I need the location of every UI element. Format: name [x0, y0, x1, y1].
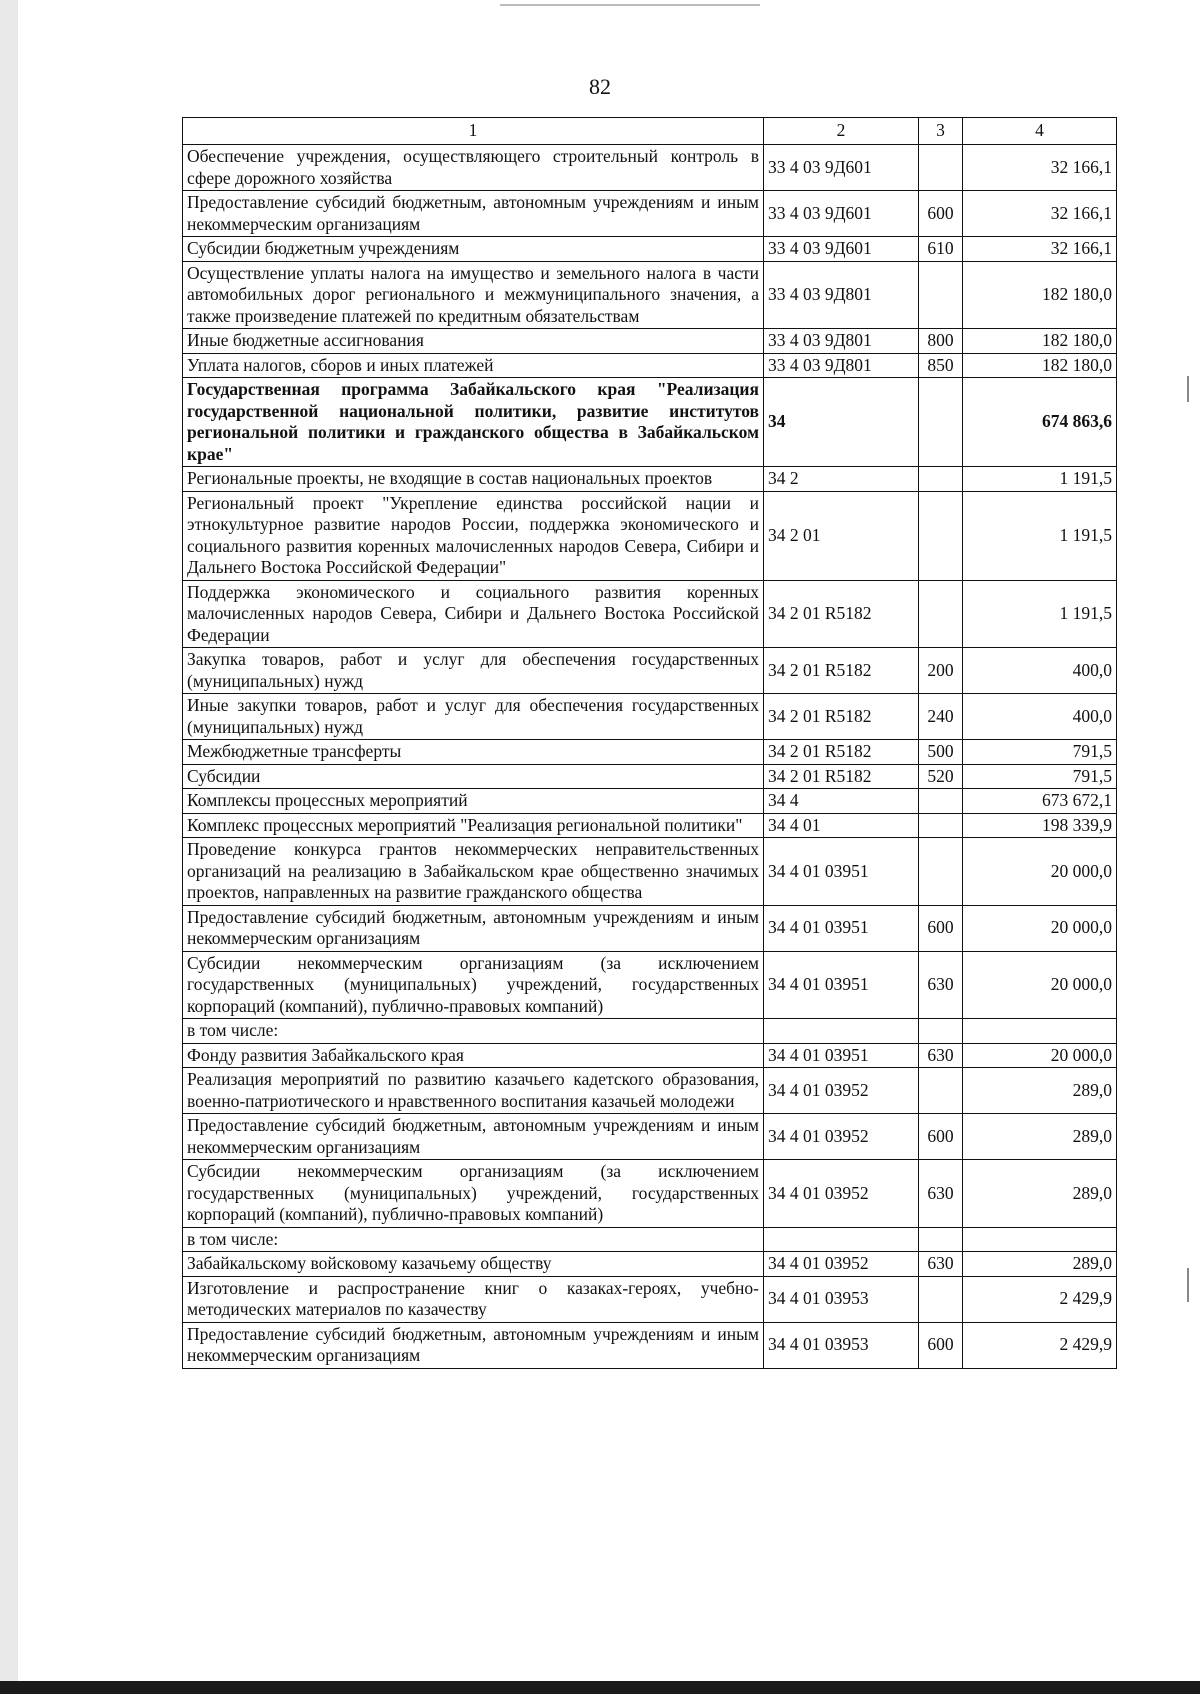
scan-top-mark: [500, 4, 760, 6]
table-row: [183, 1276, 1117, 1322]
row-name-cell: Изготовление и распространение книг о казаках-героях, учебно-методических материалов по казачеству: [183, 1276, 764, 1322]
row-amount-cell: 1 191,5: [963, 491, 1117, 580]
row-name-cell: Проведение конкурса грантов некоммерческих неправительственных организаций на реализацию в Забайкальском крае общественно значимых проектов, направленных на развитие гражданского общества: [183, 838, 764, 906]
row-code-cell: 34 4 01 03952: [764, 1114, 919, 1160]
table-row: [183, 1322, 1117, 1368]
row-amount-cell: 791,5: [963, 740, 1117, 765]
table-row: [183, 905, 1117, 951]
row-name-cell: Государственная программа Забайкальского края "Реализация государственной национальной политики, развитие институтов региональной политики и гражданского общества в Забайкальском крае": [183, 378, 764, 467]
row-name-cell: Субсидии: [183, 764, 764, 789]
row-expense-type-cell: [919, 838, 963, 906]
table-row: [183, 1068, 1117, 1114]
table-row: [183, 353, 1117, 378]
row-expense-type-cell: [919, 491, 963, 580]
table-row: [183, 789, 1117, 814]
row-name-cell: Фонду развития Забайкальского края: [183, 1043, 764, 1068]
row-expense-type-cell: 520: [919, 764, 963, 789]
row-amount-cell: 289,0: [963, 1252, 1117, 1277]
scan-side-mark: [1187, 376, 1189, 402]
row-amount-cell: [963, 1019, 1117, 1044]
row-amount-cell: 182 180,0: [963, 261, 1117, 329]
row-name-cell: Субсидии некоммерческим организациям (за исключением государственных (муниципальных) учреждений, государственных корпораций (компаний), публично-правовых компаний): [183, 951, 764, 1019]
column-header-4: 4: [963, 118, 1117, 145]
row-amount-cell: 2 429,9: [963, 1322, 1117, 1368]
row-expense-type-cell: [919, 378, 963, 467]
row-code-cell: 34 2: [764, 467, 919, 492]
row-code-cell: 34 4 01 03952: [764, 1160, 919, 1228]
row-expense-type-cell: [919, 580, 963, 648]
table-row: [183, 191, 1117, 237]
row-name-cell: Региональные проекты, не входящие в состав национальных проектов: [183, 467, 764, 492]
row-amount-cell: 20 000,0: [963, 905, 1117, 951]
table-row: [183, 648, 1117, 694]
row-expense-type-cell: [919, 261, 963, 329]
row-code-cell: 34 2 01 R5182: [764, 648, 919, 694]
row-code-cell: 34 4 01 03953: [764, 1322, 919, 1368]
row-expense-type-cell: 240: [919, 694, 963, 740]
row-expense-type-cell: 200: [919, 648, 963, 694]
table-row: [183, 491, 1117, 580]
row-name-cell: Предоставление субсидий бюджетным, автономным учреждениям и иным некоммерческим организациям: [183, 191, 764, 237]
row-amount-cell: 182 180,0: [963, 353, 1117, 378]
row-code-cell: 34 4 01 03951: [764, 905, 919, 951]
row-amount-cell: 20 000,0: [963, 1043, 1117, 1068]
scan-bottom-edge: [0, 1681, 1200, 1694]
table-row: [183, 329, 1117, 354]
scan-left-shadow: [0, 0, 18, 1694]
row-code-cell: [764, 1019, 919, 1044]
table-row: [183, 764, 1117, 789]
row-expense-type-cell: 630: [919, 1043, 963, 1068]
table-row: [183, 813, 1117, 838]
row-name-cell: Иные бюджетные ассигнования: [183, 329, 764, 354]
row-name-cell: в том числе:: [183, 1019, 764, 1044]
row-amount-cell: 673 672,1: [963, 789, 1117, 814]
row-code-cell: [764, 1227, 919, 1252]
row-code-cell: 34 4: [764, 789, 919, 814]
page-number: 82: [589, 74, 611, 99]
row-expense-type-cell: 630: [919, 951, 963, 1019]
row-name-cell: Уплата налогов, сборов и иных платежей: [183, 353, 764, 378]
row-amount-cell: 182 180,0: [963, 329, 1117, 354]
row-amount-cell: 20 000,0: [963, 951, 1117, 1019]
row-expense-type-cell: [919, 1276, 963, 1322]
table-row: [183, 1043, 1117, 1068]
row-expense-type-cell: 600: [919, 905, 963, 951]
row-expense-type-cell: 600: [919, 1322, 963, 1368]
table-row: [183, 838, 1117, 906]
scan-side-mark: [1187, 1268, 1189, 1302]
row-name-cell: Предоставление субсидий бюджетным, автономным учреждениям и иным некоммерческим организациям: [183, 1114, 764, 1160]
row-name-cell: Комплекс процессных мероприятий "Реализация региональной политики": [183, 813, 764, 838]
row-expense-type-cell: 500: [919, 740, 963, 765]
row-name-cell: Региональный проект "Укрепление единства российской нации и этнокультурное развитие народов России, поддержка экономического и социального развития коренных малочисленных народов Севера, Сибири и Дальнего Востока Российской Федерации": [183, 491, 764, 580]
table-row: [183, 261, 1117, 329]
row-name-cell: Поддержка экономического и социального развития коренных малочисленных народов Севера, Сибири и Дальнего Востока Российской Федерации: [183, 580, 764, 648]
table-row: [183, 1252, 1117, 1277]
row-code-cell: 33 4 03 9Д801: [764, 353, 919, 378]
row-name-cell: Предоставление субсидий бюджетным, автономным учреждениям и иным некоммерческим организациям: [183, 1322, 764, 1368]
budget-table: [182, 117, 1117, 1369]
table-row: [183, 740, 1117, 765]
row-amount-cell: 400,0: [963, 648, 1117, 694]
row-expense-type-cell: [919, 1227, 963, 1252]
row-name-cell: Закупка товаров, работ и услуг для обеспечения государственных (муниципальных) нужд: [183, 648, 764, 694]
row-name-cell: в том числе:: [183, 1227, 764, 1252]
row-amount-cell: 289,0: [963, 1160, 1117, 1228]
row-name-cell: Иные закупки товаров, работ и услуг для обеспечения государственных (муниципальных) нужд: [183, 694, 764, 740]
row-expense-type-cell: 800: [919, 329, 963, 354]
row-name-cell: Комплексы процессных мероприятий: [183, 789, 764, 814]
row-code-cell: 34: [764, 378, 919, 467]
table-row: [183, 237, 1117, 262]
row-expense-type-cell: [919, 467, 963, 492]
row-name-cell: Межбюджетные трансферты: [183, 740, 764, 765]
column-header-2: 2: [764, 118, 919, 145]
row-expense-type-cell: 600: [919, 1114, 963, 1160]
table-row: [183, 1019, 1117, 1044]
row-expense-type-cell: [919, 1068, 963, 1114]
row-amount-cell: [963, 1227, 1117, 1252]
table-row: [183, 378, 1117, 467]
table-row: [183, 580, 1117, 648]
row-code-cell: 33 4 03 9Д801: [764, 329, 919, 354]
row-expense-type-cell: [919, 145, 963, 191]
row-code-cell: 34 4 01 03951: [764, 838, 919, 906]
row-code-cell: 33 4 03 9Д601: [764, 145, 919, 191]
row-code-cell: 34 4 01 03952: [764, 1068, 919, 1114]
row-expense-type-cell: [919, 813, 963, 838]
table-row: [183, 694, 1117, 740]
row-code-cell: 34 2 01 R5182: [764, 740, 919, 765]
row-expense-type-cell: 630: [919, 1252, 963, 1277]
row-name-cell: Реализация мероприятий по развитию казачьего кадетского образования, военно-патриотического и нравственного воспитания казачьей молодежи: [183, 1068, 764, 1114]
table-row: [183, 467, 1117, 492]
row-code-cell: 34 4 01 03953: [764, 1276, 919, 1322]
table-row: [183, 951, 1117, 1019]
table-row: [183, 145, 1117, 191]
row-code-cell: 33 4 03 9Д601: [764, 191, 919, 237]
row-code-cell: 34 2 01: [764, 491, 919, 580]
row-expense-type-cell: 850: [919, 353, 963, 378]
row-code-cell: 34 2 01 R5182: [764, 580, 919, 648]
row-amount-cell: 1 191,5: [963, 467, 1117, 492]
column-header-3: 3: [919, 118, 963, 145]
row-amount-cell: 674 863,6: [963, 378, 1117, 467]
row-code-cell: 34 4 01 03951: [764, 951, 919, 1019]
row-name-cell: Обеспечение учреждения, осуществляющего строительный контроль в сфере дорожного хозяйства: [183, 145, 764, 191]
row-code-cell: 34 4 01 03952: [764, 1252, 919, 1277]
row-amount-cell: 791,5: [963, 764, 1117, 789]
row-name-cell: Забайкальскому войсковому казачьему обществу: [183, 1252, 764, 1277]
row-expense-type-cell: [919, 1019, 963, 1044]
row-amount-cell: 198 339,9: [963, 813, 1117, 838]
row-code-cell: 33 4 03 9Д801: [764, 261, 919, 329]
row-amount-cell: 32 166,1: [963, 191, 1117, 237]
row-name-cell: Субсидии бюджетным учреждениям: [183, 237, 764, 262]
row-name-cell: Субсидии некоммерческим организациям (за исключением государственных (муниципальных) учреждений, государственных корпораций (компаний), публично-правовых компаний): [183, 1160, 764, 1228]
table-body: [183, 145, 1117, 1369]
row-amount-cell: 2 429,9: [963, 1276, 1117, 1322]
table-row: [183, 1160, 1117, 1228]
header-row: [183, 118, 1117, 145]
row-code-cell: 33 4 03 9Д601: [764, 237, 919, 262]
row-amount-cell: 32 166,1: [963, 145, 1117, 191]
row-expense-type-cell: 600: [919, 191, 963, 237]
row-amount-cell: 400,0: [963, 694, 1117, 740]
row-amount-cell: 289,0: [963, 1114, 1117, 1160]
column-header-1: 1: [183, 118, 764, 145]
row-amount-cell: 289,0: [963, 1068, 1117, 1114]
row-amount-cell: 20 000,0: [963, 838, 1117, 906]
row-expense-type-cell: 630: [919, 1160, 963, 1228]
row-code-cell: 34 2 01 R5182: [764, 764, 919, 789]
row-expense-type-cell: 610: [919, 237, 963, 262]
row-code-cell: 34 2 01 R5182: [764, 694, 919, 740]
row-code-cell: 34 4 01: [764, 813, 919, 838]
row-amount-cell: 1 191,5: [963, 580, 1117, 648]
table-row: [183, 1227, 1117, 1252]
row-code-cell: 34 4 01 03951: [764, 1043, 919, 1068]
row-expense-type-cell: [919, 789, 963, 814]
row-amount-cell: 32 166,1: [963, 237, 1117, 262]
row-name-cell: Предоставление субсидий бюджетным, автономным учреждениям и иным некоммерческим организациям: [183, 905, 764, 951]
table-row: [183, 1114, 1117, 1160]
row-name-cell: Осуществление уплаты налога на имущество и земельного налога в части автомобильных дорог регионального и межмуниципального значения, а также произведение платежей по кредитным обязательствам: [183, 261, 764, 329]
